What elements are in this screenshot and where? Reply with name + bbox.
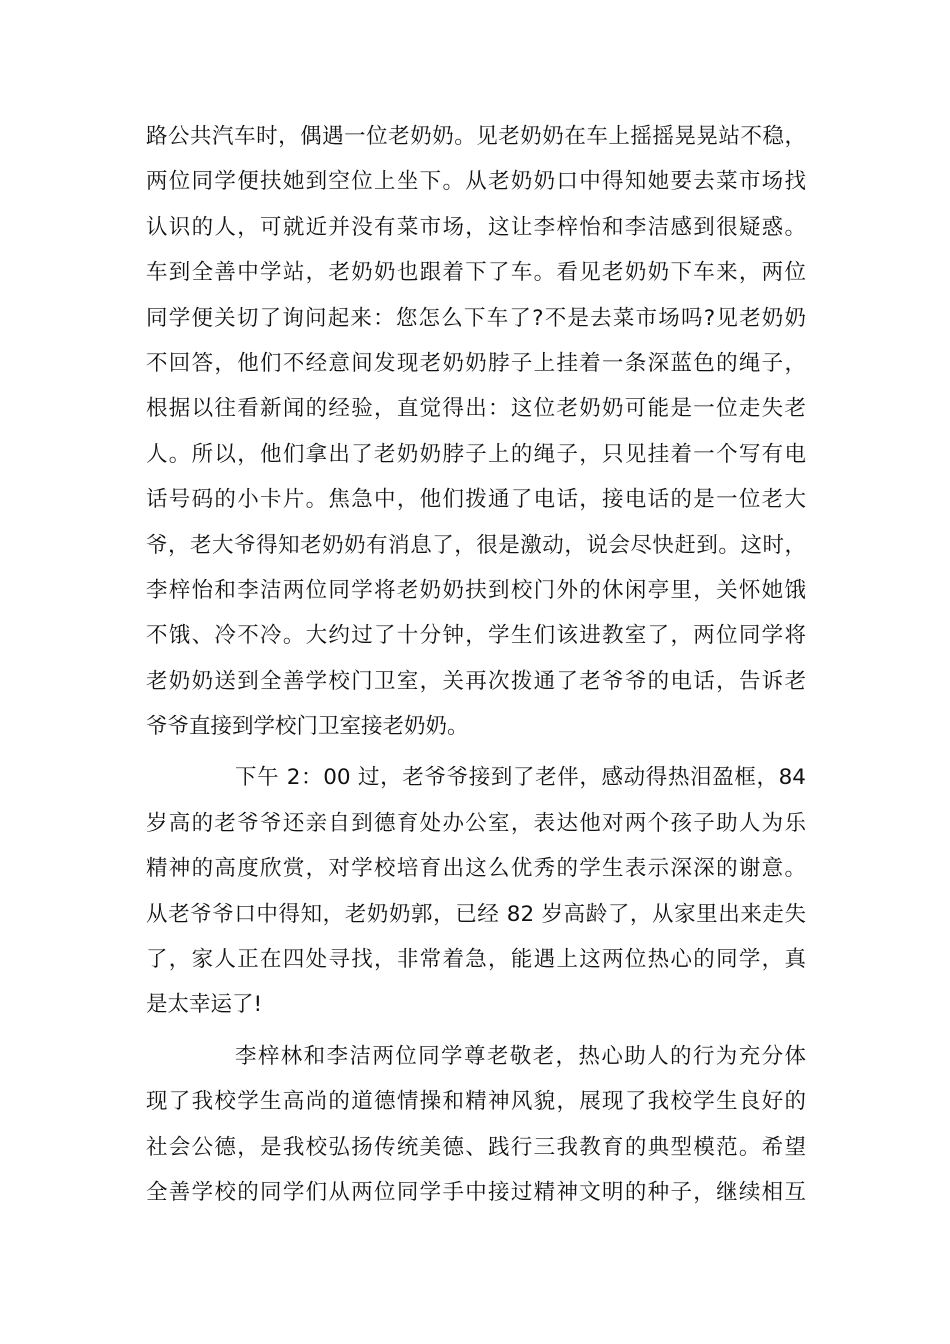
text-line: 现了我校学生高尚的道德情操和精神风貌，展现了我校学生良好的 (146, 1089, 806, 1115)
text-line: 两位同学便扶她到空位上坐下。从老奶奶口中得知她要去菜市场找 (146, 169, 806, 195)
text-line: 社会公德，是我校弘扬传统美德、践行三我教育的典型模范。希望 (146, 1134, 806, 1160)
paragraph-1 (146, 114, 806, 749)
text-line: 爷爷直接到学校门卫室接老奶奶。 (146, 714, 469, 740)
paragraph-3 (146, 1034, 806, 1216)
text-line: 不饿、冷不冷。大约过了十分钟，学生们该进教室了，两位同学将 (146, 623, 806, 649)
text-line: 是太幸运了! (146, 992, 263, 1018)
text-line: 人。所以，他们拿出了老奶奶脖子上的绳子，只见挂着一个写有电 (146, 441, 806, 467)
document-body (146, 114, 806, 1215)
text-line: 不回答，他们不经意间发现老奶奶脖子上挂着一条深蓝色的绳子， (146, 350, 806, 376)
text-line: 爷，老大爷得知老奶奶有消息了，很是激动，说会尽快赶到。这时， (146, 532, 806, 558)
text-line: 李梓林和李洁两位同学尊老敬老，热心助人的行为充分体 (235, 1043, 806, 1069)
text-line: 同学便关切了询问起来：您怎么下车了?不是去菜市场吗?见老奶奶 (146, 305, 806, 331)
text-line: 李梓怡和李洁两位同学将老奶奶扶到校门外的休闲亭里，关怀她饿 (146, 577, 806, 603)
text-line: 精神的高度欣赏，对学校培育出这么优秀的学生表示深深的谢意。 (146, 856, 806, 882)
text-line: 了，家人正在四处寻找，非常着急，能遇上这两位热心的同学，真 (146, 947, 806, 973)
text-line: 路公共汽车时，偶遇一位老奶奶。见老奶奶在车上摇摇晃晃站不稳， (146, 124, 806, 149)
text-line: 根据以往看新闻的经验，直觉得出：这位老奶奶可能是一位走失老 (146, 396, 806, 422)
text-line: 全善学校的同学们从两位同学手中接过精神文明的种子，继续相互 (146, 1179, 806, 1205)
text-line: 话号码的小卡片。焦急中，他们拨通了电话，接电话的是一位老大 (146, 487, 806, 513)
text-line: 老奶奶送到全善学校门卫室，关再次拨通了老爷爷的电话，告诉老 (146, 668, 806, 694)
text-line: 岁高的老爷爷还亲自到德育处办公室，表达他对两个孩子助人为乐 (146, 810, 806, 836)
text-line: 从老爷爷口中得知，老奶奶郭，已经 82 岁高龄了，从家里出来走失 (146, 901, 806, 927)
text-line: 车到全善中学站，老奶奶也跟着下了车。看见老奶奶下车来，两位 (146, 260, 806, 286)
text-line: 认识的人，可就近并没有菜市场，这让李梓怡和李洁感到很疑惑。 (146, 214, 806, 240)
text-line: 下午 2：00 过，老爷爷接到了老伴，感动得热泪盈框，84 (235, 765, 806, 791)
paragraph-2 (146, 755, 806, 1027)
